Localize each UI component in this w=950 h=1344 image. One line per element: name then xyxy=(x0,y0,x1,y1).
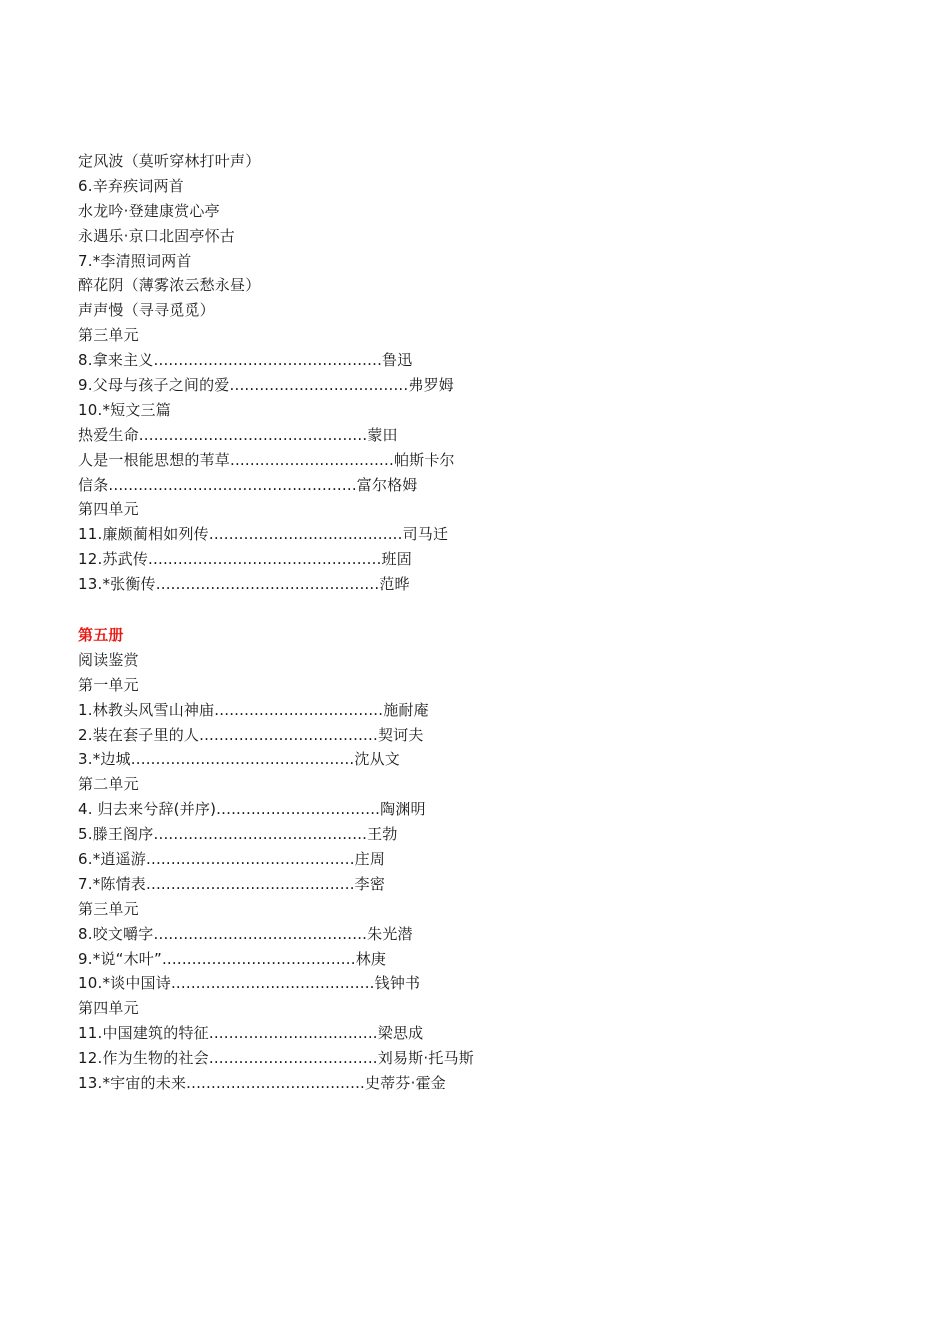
unit-heading: 第二单元 xyxy=(78,775,139,794)
toc-line: 人是一根能思想的苇草.................................帕斯卡尔 xyxy=(78,450,455,469)
volume-heading: 第五册 xyxy=(78,626,124,644)
toc-line: 10.*谈中国诗.........................................钱钟书 xyxy=(78,974,421,993)
toc-line: 水龙吟·登建康赏心亭 xyxy=(78,201,220,220)
toc-line: 定风波（莫听穿林打叶声） xyxy=(78,152,261,170)
toc-line: 13.*宇宙的未来....................................史蒂芬·霍金 xyxy=(78,1074,446,1093)
toc-line: 永遇乐·京口北固亭怀古 xyxy=(78,226,235,245)
toc-line: 醉花阴（薄雾浓云愁永昼） xyxy=(78,276,261,295)
toc-line: 热爱生命..............................................蒙田 xyxy=(78,425,398,444)
unit-heading: 第三单元 xyxy=(78,326,139,345)
unit-heading: 第三单元 xyxy=(78,899,139,918)
toc-line: 13.*张衡传.............................................范晔 xyxy=(78,575,410,594)
toc-line: 声声慢（寻寻觅觅） xyxy=(78,301,215,320)
toc-section-continued xyxy=(78,149,455,597)
toc-line: 11.中国建筑的特征..................................梁思成 xyxy=(78,1024,424,1043)
toc-line: 3.*边城.............................................沈从文 xyxy=(78,750,400,769)
unit-heading: 第四单元 xyxy=(78,500,139,519)
toc-line: 9.*说“木叶”.......................................林庚 xyxy=(78,949,387,968)
toc-line: 12.作为生物的社会..................................刘易斯·托马斯 xyxy=(78,1049,474,1068)
toc-line: 7.*陈情表..........................................李密 xyxy=(78,874,386,893)
toc-line: 8.咬文嚼字...........................................朱光潜 xyxy=(78,924,413,943)
toc-line: 信条..................................................富尔格姆 xyxy=(78,475,418,494)
toc-section-volume-5 xyxy=(78,623,474,1096)
toc-line: 11.廉颇蔺相如列传.......................................司马迁 xyxy=(78,525,449,544)
toc-line: 2.装在套子里的人....................................契诃夫 xyxy=(78,725,424,744)
unit-heading: 第一单元 xyxy=(78,675,139,694)
toc-line: 5.滕王阁序...........................................王勃 xyxy=(78,825,398,844)
toc-line: 9.父母与孩子之间的爱....................................弗罗姆 xyxy=(78,376,454,395)
toc-line: 6.辛弃疾词两首 xyxy=(78,176,184,195)
toc-line: 1.林教头风雪山神庙..................................施耐庵 xyxy=(78,700,429,719)
section-heading: 阅读鉴赏 xyxy=(78,650,139,669)
toc-line: 10.*短文三篇 xyxy=(78,400,171,419)
toc-line: 4. 归去来兮辞(并序).................................陶渊明 xyxy=(78,800,426,819)
toc-line: 8.拿来主义..............................................鲁迅 xyxy=(78,351,413,370)
toc-line: 7.*李清照词两首 xyxy=(78,251,192,270)
toc-line: 6.*逍遥游..........................................庄周 xyxy=(78,850,386,869)
toc-line: 12.苏武传...............................................班固 xyxy=(78,550,412,569)
unit-heading: 第四单元 xyxy=(78,999,139,1018)
